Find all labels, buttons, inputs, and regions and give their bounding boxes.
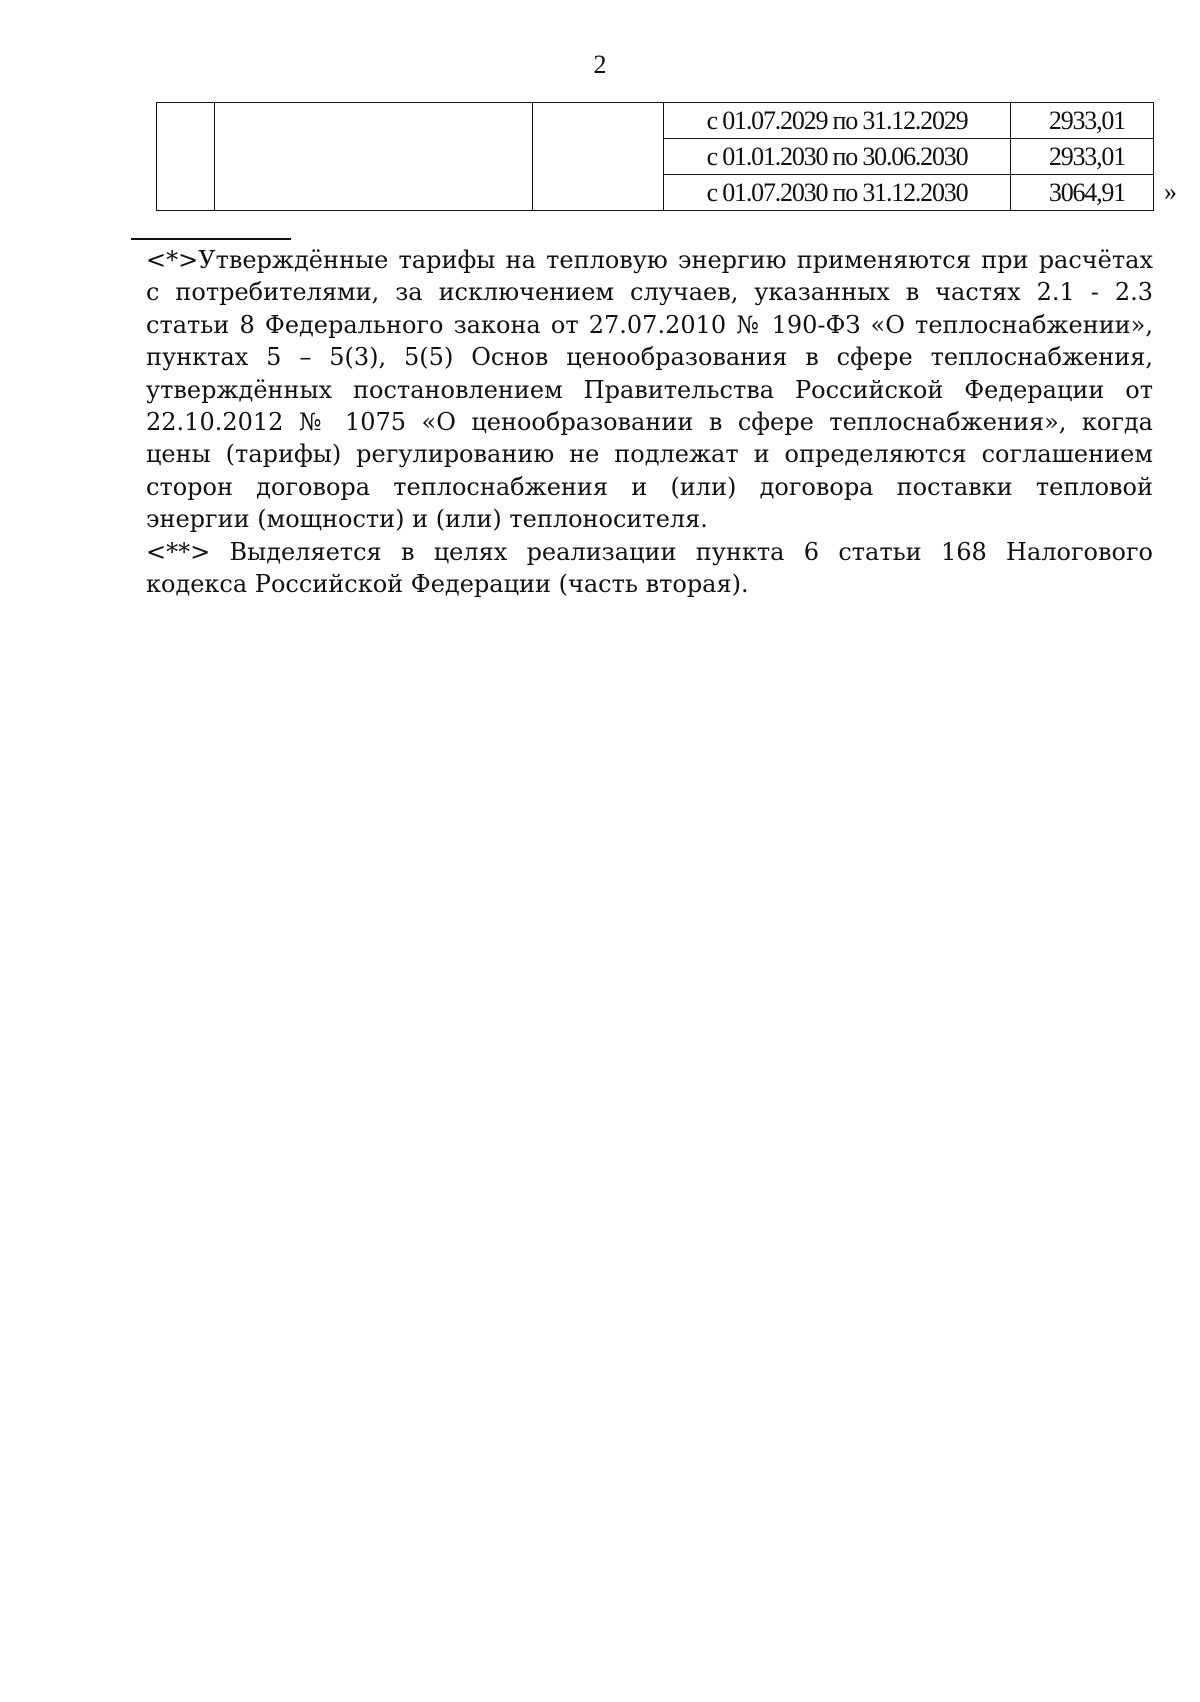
empty-cell-number	[157, 103, 215, 211]
tariff-value-cell: 3064,91	[1011, 175, 1154, 211]
empty-cell-organization	[215, 103, 533, 211]
footnote-separator	[131, 238, 291, 240]
page-number: 2	[593, 50, 607, 79]
footnotes-block	[146, 244, 1153, 600]
empty-cell-category	[533, 103, 664, 211]
period-cell: с 01.01.2030 по 30.06.2030	[664, 139, 1011, 175]
table-row	[157, 103, 1154, 139]
closing-quote-mark: »	[1164, 177, 1177, 206]
tariff-value-cell: 2933,01	[1011, 139, 1154, 175]
footnote-vat: <**> Выделяется в целях реализации пункта 6 статьи 168 Налогового кодекса Российской Федерации (часть вторая).	[146, 537, 1153, 599]
tariff-value-cell: 2933,01	[1011, 103, 1154, 139]
footnote-tariffs: <*>Утверждённые тарифы на тепловую энергию применяются при расчётах с потребителями, за исключением случаев, указанных в частях 2.1 - 2.3 статьи 8 Федерального закона от 27.07.2010 № 190-ФЗ «О теплоснабжении», пунктах 5 – 5(3), 5(5) Основ ценообразования в сфере теплоснабжения, утверждённых постановлением Правительства Российской Федерации от 22.10.2012 № 1075 «О ценообразовании в сфере теплоснабжения», когда цены (тарифы) регулированию не подлежат и определяются соглашением сторон договора теплоснабжения и (или) договора поставки тепловой энергии (мощности) и (или) теплоносителя.	[146, 246, 1153, 534]
period-cell: с 01.07.2029 по 31.12.2029	[664, 103, 1011, 139]
tariff-table	[156, 102, 1154, 211]
period-cell: с 01.07.2030 по 31.12.2030	[664, 175, 1011, 211]
